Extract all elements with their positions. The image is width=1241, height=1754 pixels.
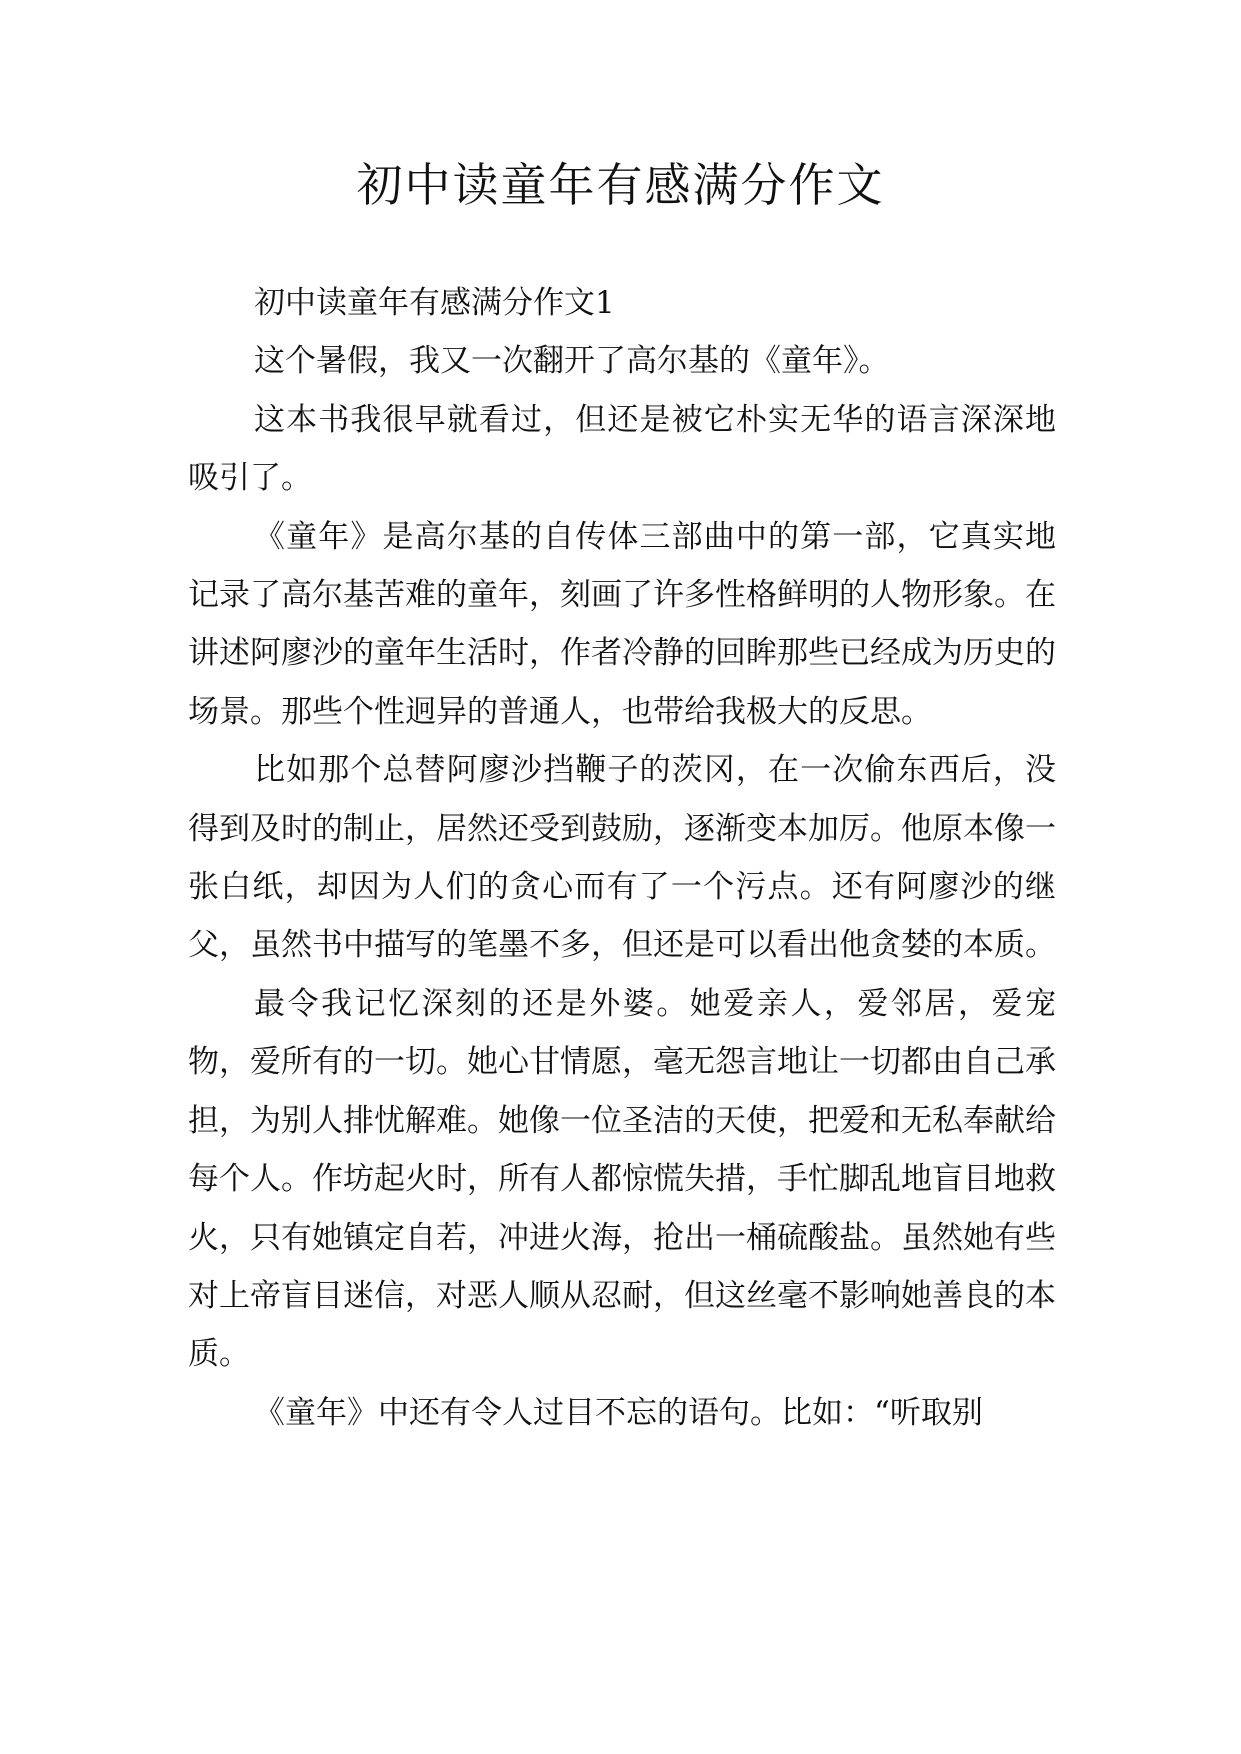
document-body — [188, 274, 1056, 1442]
body-paragraph: 《童年》中还有令人过目不忘的语句。比如：“听取别 — [254, 1394, 983, 1431]
body-paragraph: 最令我记忆深刻的还是外婆。她爱亲人，爱邻居，爱宠物，爱所有的一切。她心甘情愿，毫无怨言地让一切都由自己承担，为别人排忧解难。她像一位圣洁的天使，把爱和无私奉献给每个人。作坊起火时，所有人都惊慌失措，手忙脚乱地盲目地救火，只有她镇定自若，冲进火海，抢出一桶硫酸盐。虽然她有些对上帝盲目迷信，对恶人顺从忍耐，但这丝毫不影响她善良的本质。 — [188, 985, 1056, 1373]
document-title: 初中读童年有感满分作文 — [356, 158, 885, 212]
body-paragraph: 比如那个总替阿廖沙挡鞭子的茨冈，在一次偷东西后，没得到及时的制止，居然还受到鼓励，逐渐变本加厉。他原本像一张白纸，却因为人们的贪心而有了一个污点。还有阿廖沙的继父，虽然书中描写的笔墨不多，但还是可以看出他贪婪的本质。 — [188, 752, 1056, 964]
body-paragraph: 这个暑假，我又一次翻开了高尔基的《童年》。 — [254, 343, 890, 380]
essay-subtitle: 初中读童年有感满分作文1 — [254, 285, 615, 321]
body-paragraph: 《童年》是高尔基的自传体三部曲中的第一部，它真实地记录了高尔基苦难的童年，刻画了许多性格鲜明的人物形象。在讲述阿廖沙的童年生活时，作者冷静的回眸那些已经成为历史的场景。那些个性迥异的普通人，也带给我极大的反思。 — [188, 518, 1056, 730]
body-paragraph: 这本书我很早就看过，但还是被它朴实无华的语言深深地吸引了。 — [188, 401, 1056, 497]
